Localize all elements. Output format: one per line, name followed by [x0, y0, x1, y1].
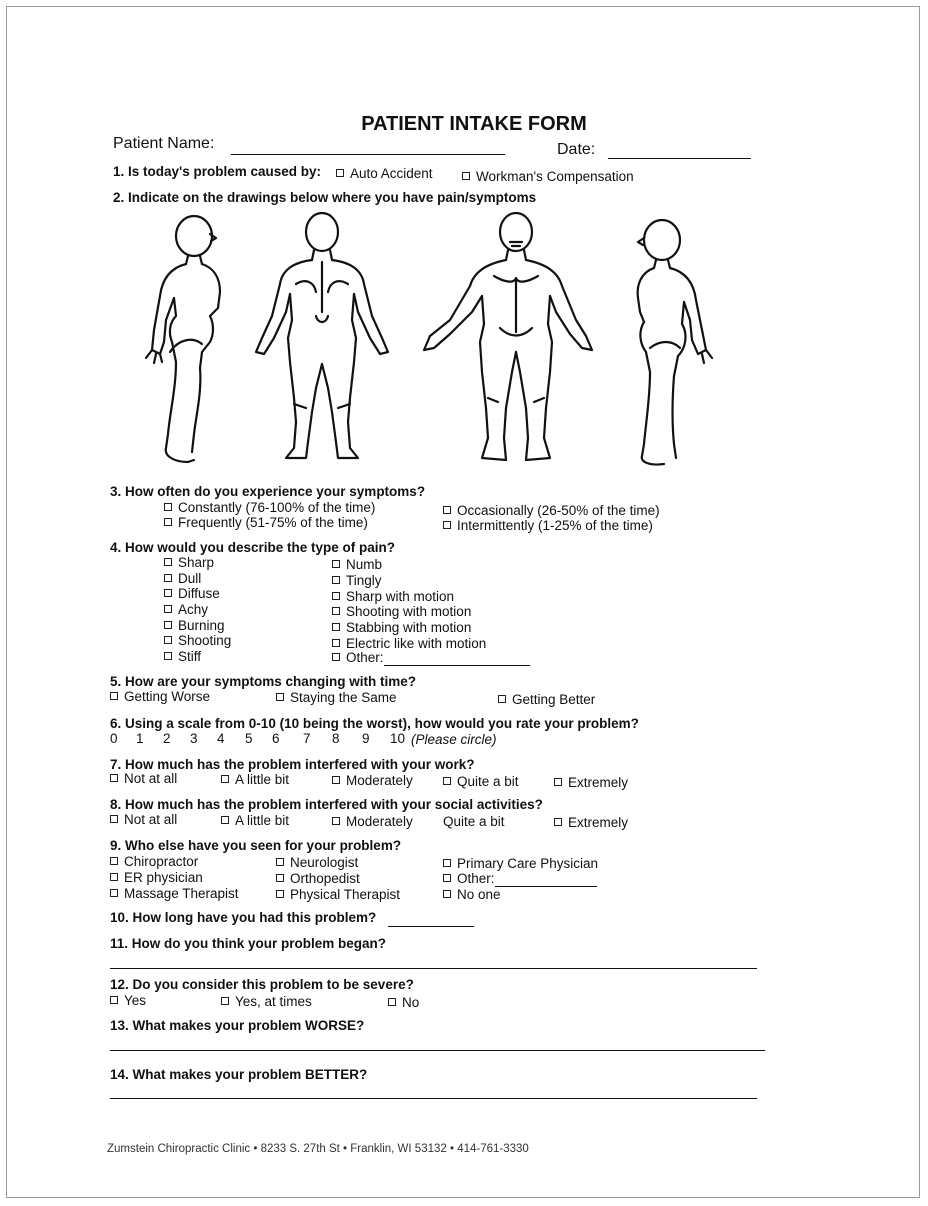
- checkbox[interactable]: [110, 857, 118, 865]
- checkbox[interactable]: [221, 997, 229, 1005]
- q3-question: 3. How often do you experience your symptoms?: [110, 484, 426, 499]
- q7-option-quite-a-bit[interactable]: Quite a bit: [443, 774, 519, 789]
- q7-option-moderately[interactable]: Moderately: [332, 773, 413, 788]
- q7-option-little-bit[interactable]: A little bit: [221, 772, 289, 787]
- checkbox[interactable]: [164, 605, 172, 613]
- checkbox[interactable]: [336, 169, 344, 177]
- q6-scale-4[interactable]: 4: [217, 731, 225, 746]
- clinic-footer: Zumstein Chiropractic Clinic • 8233 S. 27th St • Franklin, WI 53132 • 414-761-3330: [107, 1143, 529, 1155]
- checkbox[interactable]: [332, 623, 340, 631]
- checkbox[interactable]: [332, 653, 340, 661]
- q1-option-auto-accident[interactable]: Auto Accident: [336, 166, 433, 181]
- checkbox[interactable]: [110, 996, 118, 1004]
- checkbox[interactable]: [110, 889, 118, 897]
- q9-option-primary-care[interactable]: Primary Care Physician: [443, 856, 598, 871]
- body-figure-back[interactable]: [256, 213, 388, 458]
- checkbox[interactable]: [164, 621, 172, 629]
- checkbox[interactable]: [443, 890, 451, 898]
- q6-note: (Please circle): [411, 732, 497, 747]
- q5-option-better[interactable]: Getting Better: [498, 692, 595, 707]
- q7-question: 7. How much has the problem interfered with your work?: [110, 757, 475, 772]
- q8-question: 8. How much has the problem interfered with your social activities?: [110, 797, 543, 812]
- q12-question: 12. Do you consider this problem to be severe?: [110, 977, 414, 992]
- checkbox[interactable]: [332, 607, 340, 615]
- q5-option-same[interactable]: Staying the Same: [276, 690, 397, 705]
- q10-answer-field[interactable]: [388, 926, 474, 927]
- q6-scale-2[interactable]: 2: [163, 731, 171, 746]
- q5-question: 5. How are your symptoms changing with time?: [110, 674, 417, 689]
- q5-option-worse[interactable]: Getting Worse: [110, 689, 210, 704]
- checkbox[interactable]: [110, 692, 118, 700]
- q3-option-frequently[interactable]: Frequently (51-75% of the time): [164, 515, 368, 530]
- q1-question: 1. Is today's problem caused by:: [113, 164, 322, 179]
- q6-scale-1[interactable]: 1: [136, 731, 144, 746]
- checkbox[interactable]: [276, 693, 284, 701]
- checkbox[interactable]: [110, 774, 118, 782]
- checkbox[interactable]: [332, 576, 340, 584]
- q4-option-achy[interactable]: Achy: [164, 602, 208, 617]
- q6-scale-0[interactable]: 0: [110, 731, 118, 746]
- q4-option-dull[interactable]: Dull: [164, 571, 201, 586]
- date-field[interactable]: [608, 158, 751, 159]
- checkbox[interactable]: [164, 652, 172, 660]
- q6-scale-9[interactable]: 9: [362, 731, 370, 746]
- checkbox[interactable]: [332, 639, 340, 647]
- checkbox[interactable]: [498, 695, 506, 703]
- checkbox[interactable]: [221, 816, 229, 824]
- q4-option-stiff[interactable]: Stiff: [164, 649, 201, 664]
- q9-option-orthopedist[interactable]: Orthopedist: [276, 871, 360, 886]
- q12-option-no[interactable]: No: [388, 995, 419, 1010]
- q12-option-yes[interactable]: Yes: [110, 993, 146, 1008]
- q8-option-not-at-all[interactable]: Not at all: [110, 812, 177, 827]
- checkbox[interactable]: [443, 506, 451, 514]
- q4-option-other[interactable]: Other:: [332, 650, 384, 665]
- q9-question: 9. Who else have you seen for your problem?: [110, 838, 402, 853]
- q6-scale-10[interactable]: 10: [390, 731, 406, 746]
- checkbox[interactable]: [443, 777, 451, 785]
- body-figure-side-left[interactable]: [638, 220, 712, 465]
- q4-option-sharp[interactable]: Sharp: [164, 555, 214, 570]
- q9-option-no-one[interactable]: No one: [443, 887, 501, 902]
- checkbox[interactable]: [276, 874, 284, 882]
- form-title: PATIENT INTAKE FORM: [361, 113, 587, 135]
- q12-option-yes-at-times[interactable]: Yes, at times: [221, 994, 312, 1009]
- patient-name-label: Patient Name:: [113, 135, 215, 152]
- q6-scale-7[interactable]: 7: [303, 731, 311, 746]
- q4-option-tingly[interactable]: Tingly: [332, 573, 382, 588]
- q6-question: 6. Using a scale from 0-10 (10 being the worst), how would you rate your problem?: [110, 716, 639, 731]
- checkbox[interactable]: [332, 776, 340, 784]
- q9-option-chiropractor[interactable]: Chiropractor: [110, 854, 198, 869]
- q11-answer-field[interactable]: [110, 968, 757, 969]
- q4-question: 4. How would you describe the type of pain?: [110, 540, 396, 555]
- checkbox[interactable]: [221, 775, 229, 783]
- q3-option-occasionally[interactable]: Occasionally (26-50% of the time): [443, 503, 660, 518]
- checkbox[interactable]: [554, 778, 562, 786]
- q6-scale-5[interactable]: 5: [245, 731, 253, 746]
- q4-option-diffuse[interactable]: Diffuse: [164, 586, 220, 601]
- checkbox[interactable]: [164, 574, 172, 582]
- checkbox[interactable]: [164, 518, 172, 526]
- q6-scale-6[interactable]: 6: [272, 731, 280, 746]
- q4-option-numb[interactable]: Numb: [332, 557, 382, 572]
- checkbox[interactable]: [443, 521, 451, 529]
- checkbox[interactable]: [164, 589, 172, 597]
- checkbox[interactable]: [332, 560, 340, 568]
- checkbox[interactable]: [276, 858, 284, 866]
- checkbox[interactable]: [332, 817, 340, 825]
- checkbox[interactable]: [443, 874, 451, 882]
- q9-option-massage-therapist[interactable]: Massage Therapist: [110, 886, 239, 901]
- q8-option-extremely[interactable]: Extremely: [554, 815, 628, 830]
- checkbox[interactable]: [110, 873, 118, 881]
- q6-scale-8[interactable]: 8: [332, 731, 340, 746]
- q4-option-sharp-with-motion[interactable]: Sharp with motion: [332, 589, 454, 604]
- q9-option-neurologist[interactable]: Neurologist: [276, 855, 358, 870]
- q1-option-workmans-comp[interactable]: Workman's Compensation: [462, 169, 634, 184]
- checkbox[interactable]: [164, 503, 172, 511]
- q3-option-constantly[interactable]: Constantly (76-100% of the time): [164, 500, 375, 515]
- checkbox[interactable]: [388, 998, 396, 1006]
- checkbox[interactable]: [332, 592, 340, 600]
- q13-question: 13. What makes your problem WORSE?: [110, 1018, 365, 1033]
- q13-answer-field[interactable]: [110, 1050, 765, 1051]
- patient-name-field[interactable]: [231, 154, 505, 155]
- q9-option-er-physician[interactable]: ER physician: [110, 870, 203, 885]
- q10-question: 10. How long have you had this problem?: [110, 910, 377, 925]
- body-figure-side-right[interactable]: [146, 216, 220, 462]
- q9-other-field[interactable]: [495, 886, 597, 887]
- q2-question: 2. Indicate on the drawings below where you have pain/symptoms: [113, 190, 537, 205]
- checkbox[interactable]: [164, 636, 172, 644]
- q11-question: 11. How do you think your problem began?: [110, 936, 387, 951]
- body-diagrams[interactable]: [130, 212, 730, 474]
- q3-option-intermittently[interactable]: Intermittently (1-25% of the time): [443, 518, 653, 533]
- checkbox[interactable]: [276, 890, 284, 898]
- checkbox[interactable]: [110, 815, 118, 823]
- q6-scale-3[interactable]: 3: [190, 731, 198, 746]
- q8-option-little-bit[interactable]: A little bit: [221, 813, 289, 828]
- q4-option-shooting[interactable]: Shooting: [164, 633, 231, 648]
- q9-option-other[interactable]: Other:: [443, 871, 495, 886]
- date-label: Date:: [557, 141, 596, 158]
- q4-other-field[interactable]: [384, 665, 530, 666]
- q4-option-shooting-with-motion[interactable]: Shooting with motion: [332, 604, 471, 619]
- q7-option-extremely[interactable]: Extremely: [554, 775, 628, 790]
- checkbox[interactable]: [462, 172, 470, 180]
- q4-option-stabbing-with-motion[interactable]: Stabbing with motion: [332, 620, 471, 635]
- checkbox[interactable]: [554, 818, 562, 826]
- checkbox[interactable]: [443, 859, 451, 867]
- q7-option-not-at-all[interactable]: Not at all: [110, 771, 177, 786]
- checkbox[interactable]: [164, 558, 172, 566]
- q4-option-burning[interactable]: Burning: [164, 618, 225, 633]
- q8-option-moderately[interactable]: Moderately: [332, 814, 413, 829]
- q14-answer-field[interactable]: [110, 1098, 757, 1099]
- q9-option-physical-therapist[interactable]: Physical Therapist: [276, 887, 400, 902]
- q14-question: 14. What makes your problem BETTER?: [110, 1067, 368, 1082]
- body-figure-front[interactable]: [424, 213, 592, 460]
- q4-option-electric-with-motion[interactable]: Electric like with motion: [332, 636, 486, 651]
- q8-option-quite-a-bit[interactable]: Quite a bit: [443, 814, 505, 829]
